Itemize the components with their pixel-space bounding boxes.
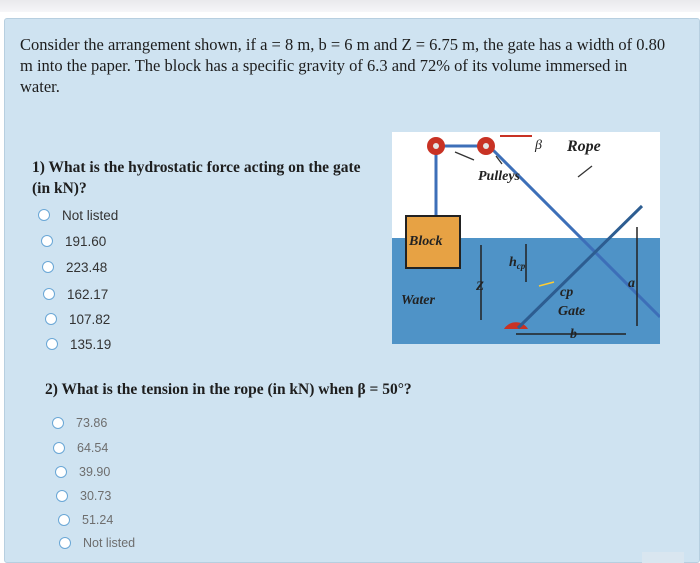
option-label: 223.48 xyxy=(66,259,108,275)
q1-option-2[interactable] xyxy=(41,231,106,251)
radio-button[interactable] xyxy=(42,261,54,273)
option-label: 162.17 xyxy=(67,286,109,302)
q2-option-6[interactable] xyxy=(59,533,135,553)
b-label: b xyxy=(570,327,577,342)
radio-button[interactable] xyxy=(56,490,68,502)
option-label: 39.90 xyxy=(79,465,111,479)
hcp-label: $h_{cp}$ xyxy=(509,255,526,271)
radio-button[interactable] xyxy=(38,209,50,221)
beta-label: β xyxy=(535,138,542,153)
option-label: 73.86 xyxy=(76,416,108,430)
q1-option-6[interactable] xyxy=(46,334,111,354)
option-label: Not listed xyxy=(62,207,119,223)
cp-label: cp xyxy=(560,285,574,300)
gate-label: Gate xyxy=(558,304,586,319)
pulley-hub-icon xyxy=(483,143,489,149)
pulley-hub-icon xyxy=(433,143,439,149)
z-label: Z xyxy=(476,278,484,293)
question-2-title: 2) What is the tension in the rope (in kN) when β = 50°? xyxy=(45,381,412,398)
radio-button[interactable] xyxy=(53,442,65,454)
q2-option-4[interactable] xyxy=(56,486,111,506)
problem-statement: Consider the arrangement shown, if a = 8 m, b = 6 m and Z = 6.75 m, the gate has a width of 0.80 m into the paper. The block has a specific gravity of 6.3 and 72% of its volume immersed in water. xyxy=(20,35,666,96)
radio-button[interactable] xyxy=(59,537,71,549)
radio-button[interactable] xyxy=(43,288,55,300)
gate-diagram xyxy=(392,132,660,344)
option-label: 64.54 xyxy=(77,441,109,455)
radio-button[interactable] xyxy=(55,466,67,478)
option-label: 191.60 xyxy=(65,233,107,249)
radio-button[interactable] xyxy=(52,417,64,429)
a-label: a xyxy=(628,276,635,291)
option-label: 107.82 xyxy=(69,311,111,327)
radio-button[interactable] xyxy=(58,514,70,526)
block-label: Block xyxy=(409,234,443,249)
option-label: 30.73 xyxy=(80,489,112,503)
option-label: 135.19 xyxy=(70,336,112,352)
question-1-title: 1) What is the hydrostatic force acting on the gate (in kN)? xyxy=(32,159,361,197)
option-label: Not listed xyxy=(83,536,136,550)
radio-button[interactable] xyxy=(41,235,53,247)
pulleys-label: Pulleys xyxy=(478,169,520,184)
radio-button[interactable] xyxy=(46,338,58,350)
q2-option-2[interactable] xyxy=(53,438,108,458)
q2-option-5[interactable] xyxy=(58,510,113,530)
corner-watermark xyxy=(642,552,684,563)
option-label: 51.24 xyxy=(82,513,114,527)
q1-option-3[interactable] xyxy=(42,257,107,277)
q1-option-4[interactable] xyxy=(43,284,108,304)
q1-option-1[interactable] xyxy=(38,205,118,225)
q2-option-1[interactable] xyxy=(52,413,107,433)
radio-button[interactable] xyxy=(45,313,57,325)
q2-option-3[interactable] xyxy=(55,462,110,482)
q1-option-5[interactable] xyxy=(45,309,110,329)
water-label: Water xyxy=(401,293,435,308)
browser-top-strip xyxy=(0,0,700,12)
rope-label: Rope xyxy=(567,138,601,155)
